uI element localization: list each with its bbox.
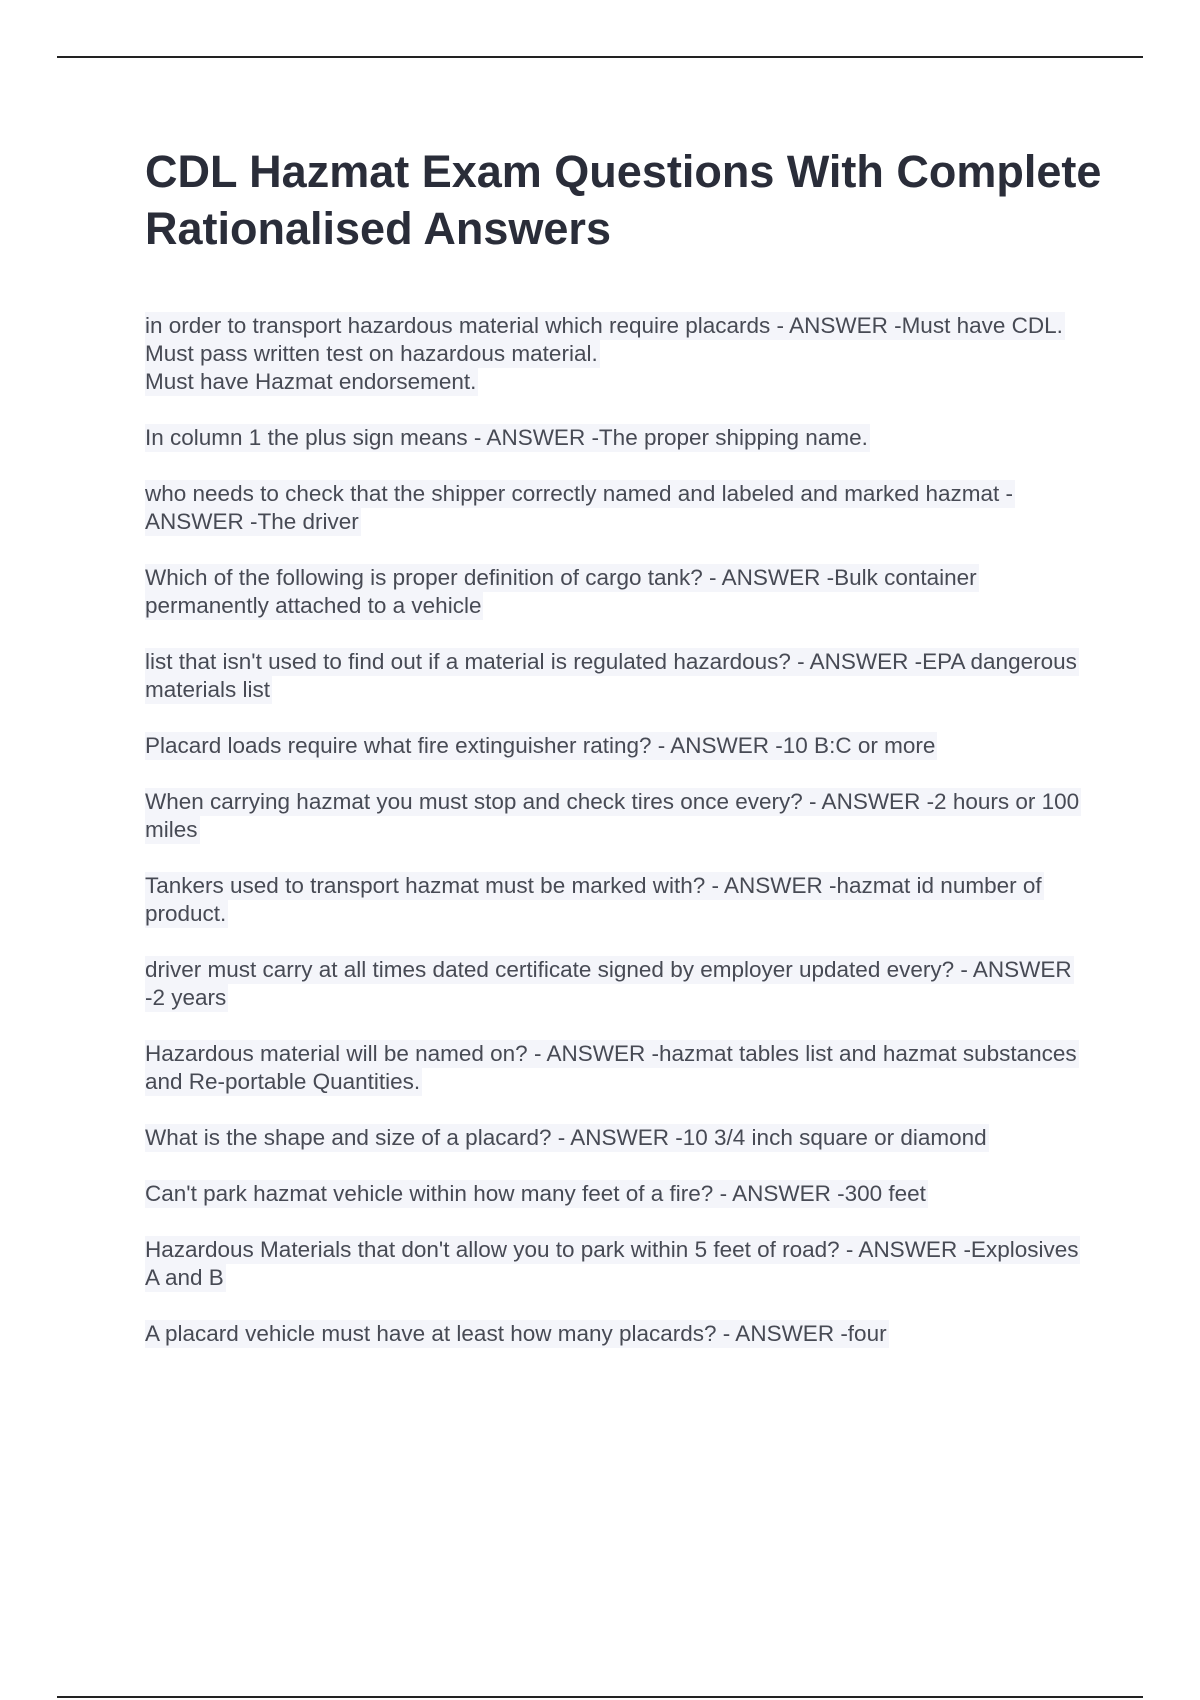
qa-text: Hazardous material will be named on? - ANSWER -hazmat tables list and hazmat substances and Re-portable Quantities. [145,1041,1077,1094]
qa-text: Tankers used to transport hazmat must be marked with? - ANSWER -hazmat id number of product. [145,873,1042,926]
qa-text: Must pass written test on hazardous material. [145,341,598,366]
qa-item [145,872,1085,928]
qa-item [145,480,1085,536]
qa-text: In column 1 the plus sign means - ANSWER -The proper shipping name. [145,425,868,450]
qa-text: who needs to check that the shipper correctly named and labeled and marked hazmat - ANSWER -The driver [145,481,1013,534]
qa-text: What is the shape and size of a placard? - ANSWER -10 3/4 inch square or diamond [145,1125,987,1150]
qa-text: in order to transport hazardous material which require placards - ANSWER -Must have CDL. [145,313,1063,338]
qa-text: Hazardous Materials that don't allow you to park within 5 feet of road? - ANSWER -Explosives A and B [145,1237,1079,1290]
qa-item [145,564,1085,620]
qa-text: Must have Hazmat endorsement. [145,369,477,394]
qa-text: Placard loads require what fire extinguisher rating? - ANSWER -10 B:C or more [145,733,936,758]
qa-item [145,1320,1085,1348]
qa-item [145,312,1085,396]
qa-item [145,1040,1085,1096]
qa-text: list that isn't used to find out if a material is regulated hazardous? - ANSWER -EPA dangerous materials list [145,649,1077,702]
qa-item [145,1180,1085,1208]
document-title: CDL Hazmat Exam Questions With Complete Rationalised Answers [145,146,1102,254]
qa-text: Can't park hazmat vehicle within how many feet of a fire? - ANSWER -300 feet [145,1181,926,1206]
qa-text: When carrying hazmat you must stop and check tires once every? - ANSWER -2 hours or 100 miles [145,789,1080,842]
qa-list [145,312,1085,1376]
qa-text: A placard vehicle must have at least how many placards? - ANSWER -four [145,1321,887,1346]
qa-item [145,648,1085,704]
qa-item [145,1236,1085,1292]
qa-item [145,424,1085,452]
top-rule [57,56,1143,58]
qa-text: Which of the following is proper definition of cargo tank? - ANSWER -Bulk container permanently attached to a vehicle [145,565,977,618]
bottom-rule [57,1696,1143,1698]
qa-item [145,788,1085,844]
qa-item [145,956,1085,1012]
qa-item [145,732,1085,760]
qa-item [145,1124,1085,1152]
qa-text: driver must carry at all times dated certificate signed by employer updated every? - ANSWER -2 years [145,957,1072,1010]
